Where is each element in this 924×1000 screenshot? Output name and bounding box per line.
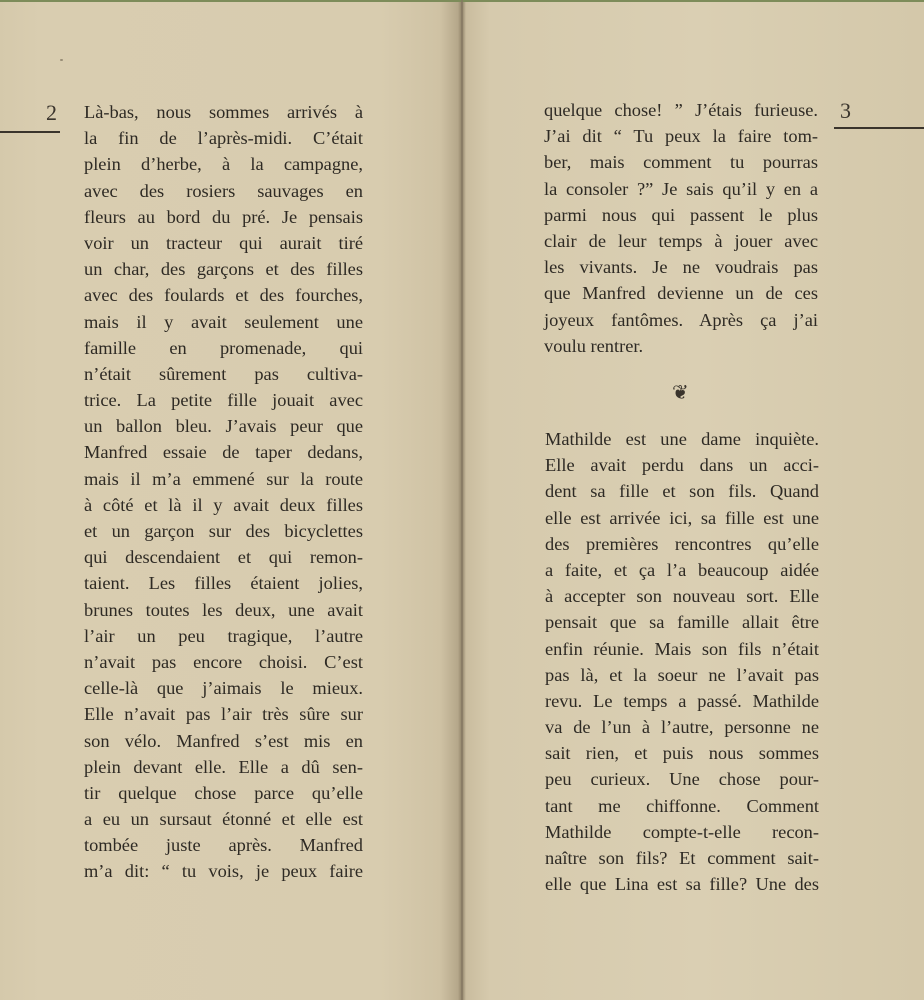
text-line: clair de leur temps à jouer avec: [544, 230, 818, 251]
text-line: m’a dit: “ tu vois, je peux faire: [84, 861, 363, 882]
text-line: avec des rosiers sauvages en: [84, 180, 363, 201]
text-line: qui descendaient et qui remon-: [84, 547, 363, 568]
text-line: un ballon bleu. J’avais peur que: [84, 416, 363, 437]
text-line: Mathilde est une dame inquiète.: [545, 429, 819, 449]
text-line: fleurs au bord du pré. Je pensais: [84, 206, 363, 227]
text-line: ber, mais comment tu pourras: [544, 152, 818, 173]
text-line: tant me chiffonne. Comment: [545, 795, 819, 816]
text-line: la fin de l’après-midi. C’était: [84, 128, 363, 149]
text-line: a faite, et ça l’a beaucoup aidée: [545, 559, 819, 580]
text-line: trice. La petite fille jouait avec: [84, 390, 363, 411]
text-line: tombée juste après. Manfred: [84, 835, 363, 856]
text-line: taient. Les filles étaient jolies,: [84, 573, 363, 594]
text-line: avec des foulards et des fourches,: [84, 285, 363, 306]
text-line: enfin réunie. Mais son fils n’était: [545, 638, 819, 659]
text-line: celle-là que j’aimais le mieux.: [84, 678, 363, 699]
text-line: revu. Le temps a passé. Mathilde: [545, 690, 819, 711]
text-line: pensait que sa famille allait être: [545, 612, 819, 633]
text-line: Elle n’avait pas l’air très sûre sur: [84, 704, 363, 725]
text-line: plein d’herbe, à la campagne,: [84, 154, 363, 175]
text-line: voir un tracteur qui aurait tiré: [84, 232, 363, 253]
page-number-right: 3: [840, 98, 851, 123]
text-line: elle que Lina est sa fille? Une des: [545, 874, 819, 895]
text-line: voulu rentrer.: [544, 335, 644, 356]
text-line: son vélo. Manfred s’est mis en: [84, 730, 363, 751]
page-number-left: 2: [46, 100, 57, 125]
page-number-rule-left: [0, 131, 60, 133]
text-line: J’ai dit “ Tu peux la faire tom-: [544, 126, 818, 147]
text-line: va de l’un à l’autre, personne ne: [545, 717, 819, 738]
text-line: n’avait pas encore choisi. C’est: [84, 651, 363, 672]
text-line: elle est arrivée ici, sa fille est une: [545, 507, 819, 528]
page-number-rule-right: [834, 127, 924, 129]
text-line: brunes toutes les deux, une avait: [84, 599, 363, 620]
text-line: l’air un peu tragique, l’autre: [84, 625, 363, 646]
section-ornament: ❦: [672, 382, 689, 404]
text-line: a eu un sursaut étonné et elle est: [84, 809, 363, 830]
text-line: et un garçon sur des bicyclettes: [84, 521, 363, 541]
text-line: mais il y avait seulement une: [84, 311, 363, 332]
text-line: parmi nous qui passent le plus: [544, 204, 818, 225]
text-line: à accepter son nouveau sort. Elle: [545, 586, 819, 607]
text-line: un char, des garçons et des filles: [84, 259, 363, 280]
text-line: sait rien, et puis nous sommes: [545, 743, 819, 764]
text-line: à côté et là il y avait deux filles: [84, 494, 363, 515]
text-line: naître son fils? Et comment sait-: [545, 848, 819, 868]
text-line: pas là, et la soeur ne l’avait pas: [545, 664, 819, 685]
right-page: [462, 0, 924, 1000]
text-line: plein devant elle. Elle a dû sen-: [84, 756, 363, 777]
text-line: des premières rencontres qu’elle: [545, 533, 819, 554]
left-page-text: [84, 99, 363, 885]
right-page-text-section-1: [544, 97, 818, 359]
paper-speck: [60, 59, 63, 61]
text-line: peu curieux. Une chose pour-: [545, 769, 819, 790]
text-line: les vivants. Je ne voudrais pas: [544, 257, 818, 278]
right-page-text-section-2: [545, 426, 819, 897]
text-line: la consoler ?” Je sais qu’il y en a: [544, 178, 818, 199]
text-line: n’était sûrement pas cultiva-: [84, 363, 363, 384]
text-line: Elle avait perdu dans un acci-: [545, 455, 819, 476]
text-line: Mathilde compte-t-elle recon-: [545, 821, 819, 842]
text-line: famille en promenade, qui: [84, 337, 363, 358]
text-line: Là-bas, nous sommes arrivés à: [84, 102, 363, 122]
text-line: Manfred essaie de taper dedans,: [84, 442, 363, 463]
text-line: joyeux fantômes. Après ça j’ai: [544, 309, 818, 330]
text-line: tir quelque chose parce qu’elle: [84, 782, 363, 803]
text-line: dent sa fille et son fils. Quand: [545, 481, 819, 502]
text-line: mais il m’a emmené sur la route: [84, 468, 363, 489]
text-line: quelque chose! ” J’étais furieuse.: [544, 100, 818, 120]
text-line: que Manfred devienne un de ces: [544, 283, 818, 304]
